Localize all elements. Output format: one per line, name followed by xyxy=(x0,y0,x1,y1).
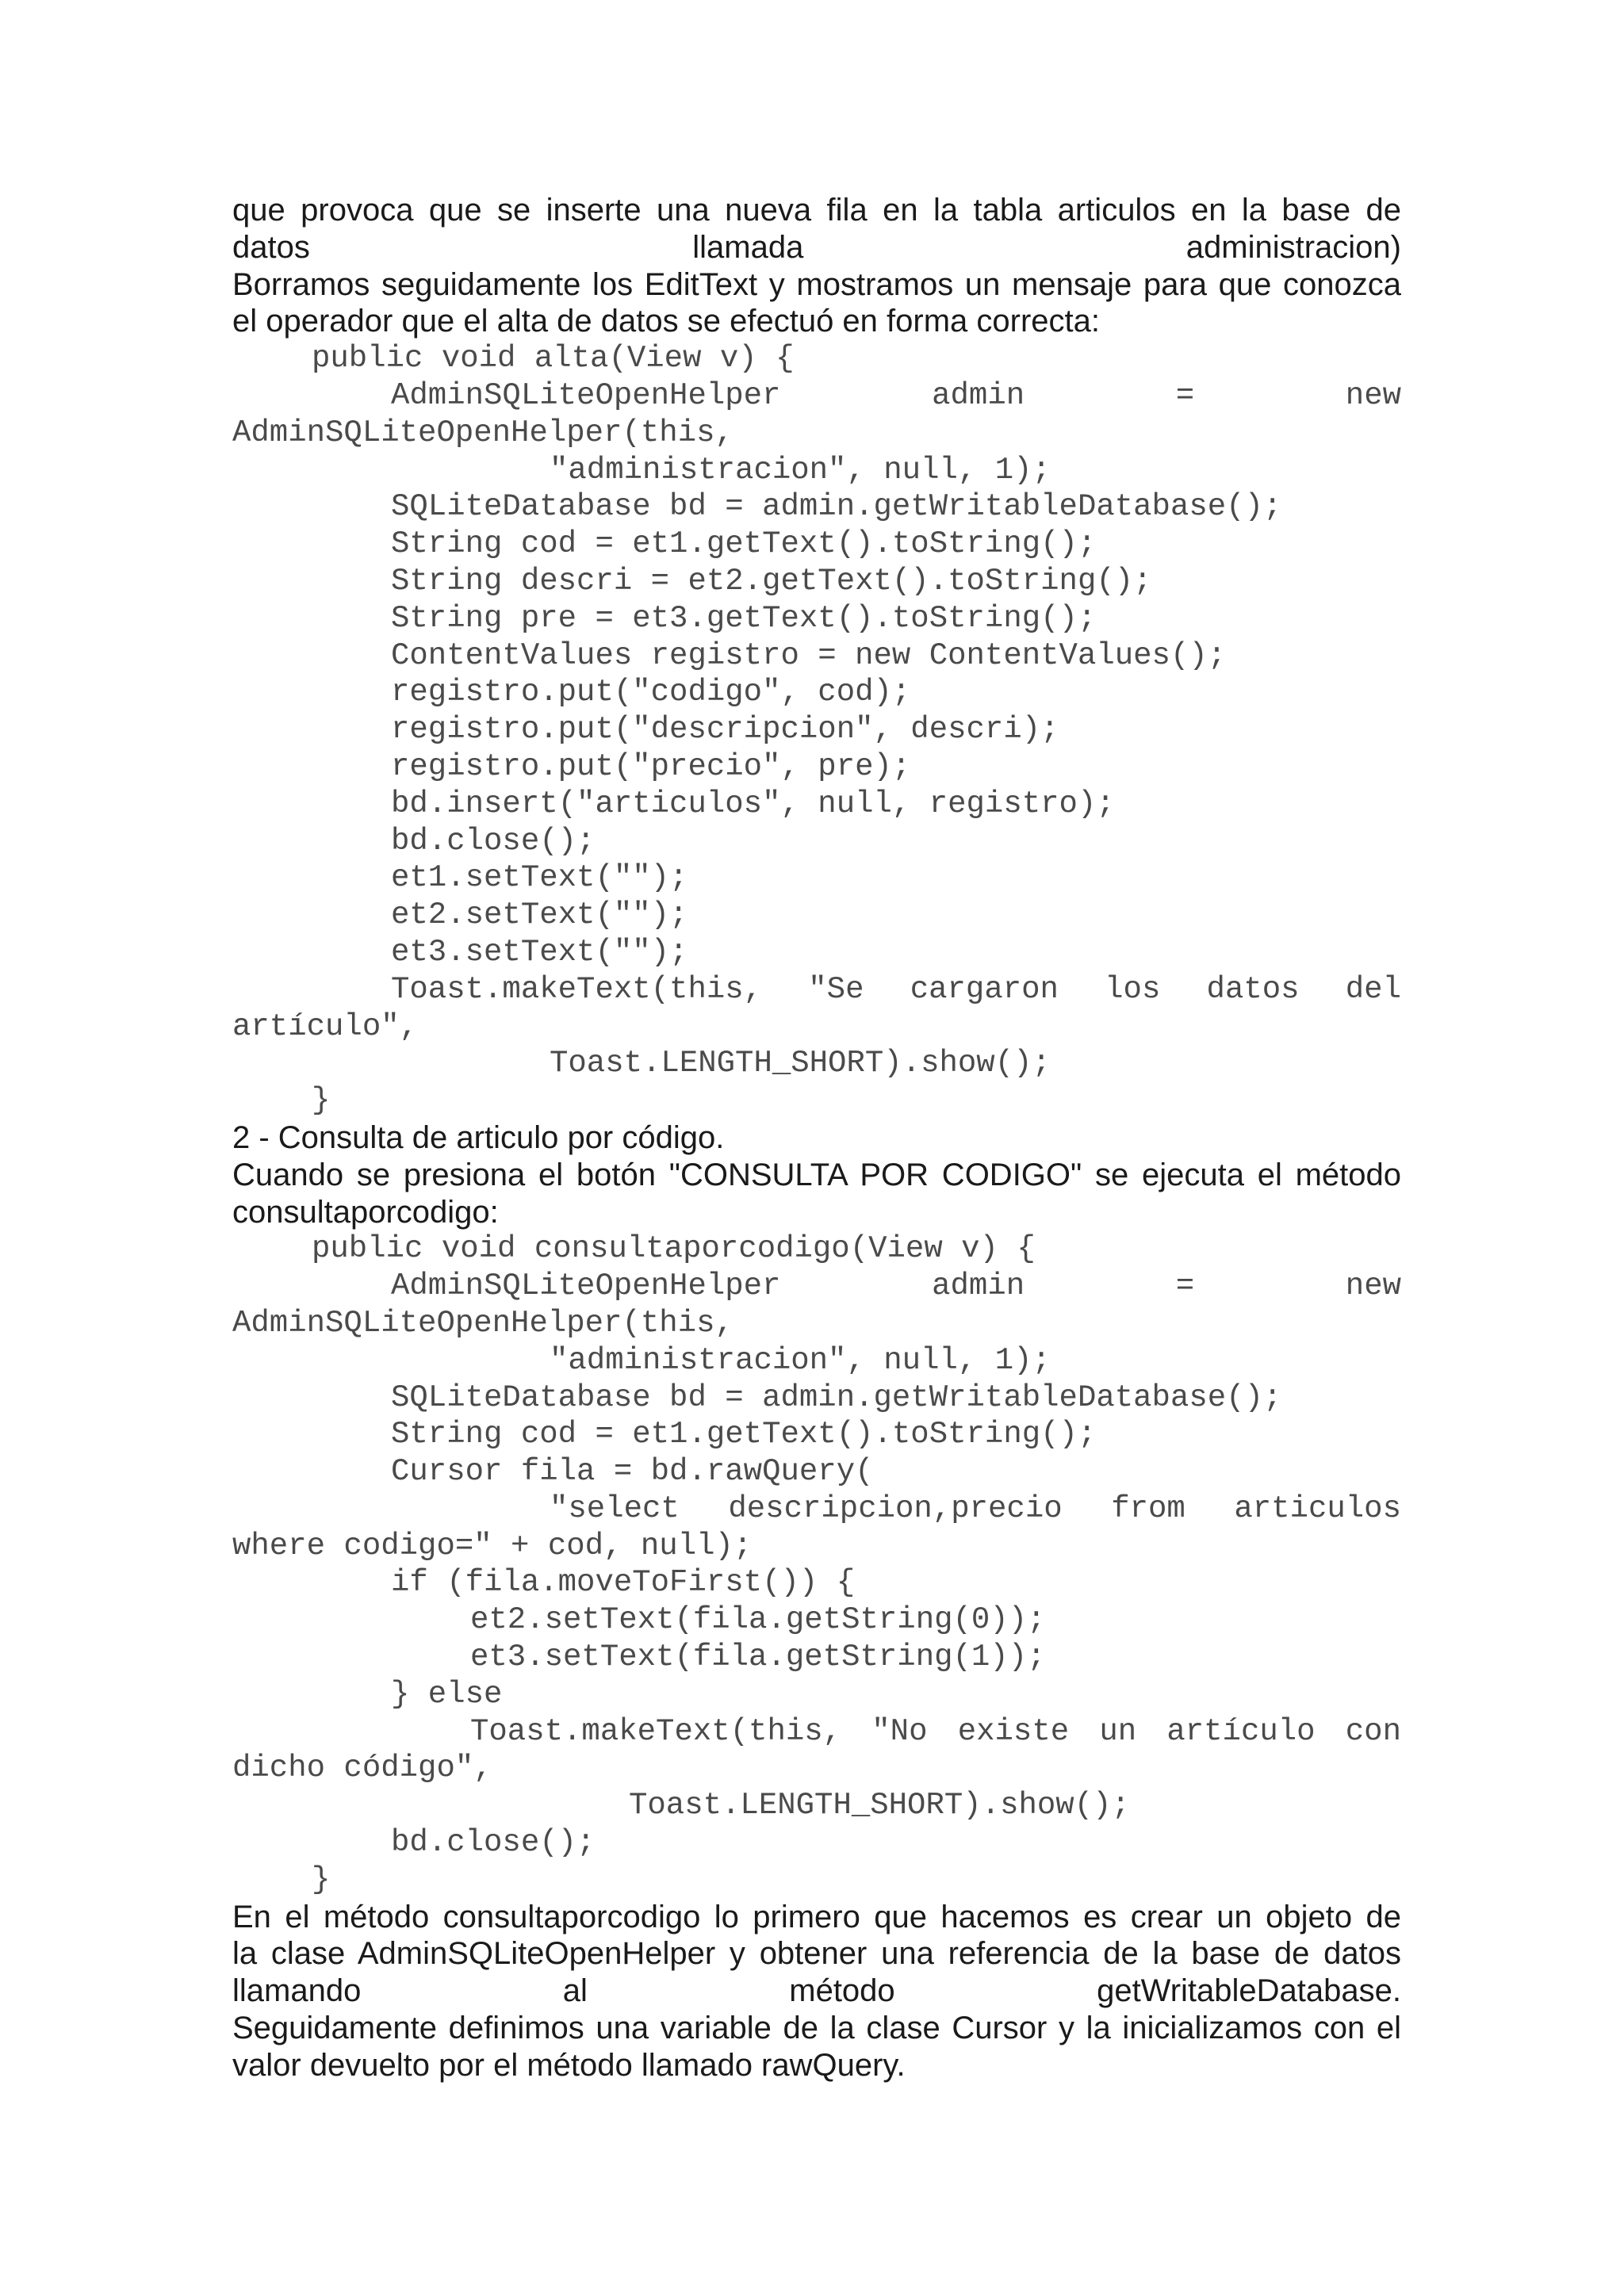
code-line: SQLiteDatabase bd = admin.getWritableDatabase(); xyxy=(391,489,1282,525)
code-line: et2.setText(""); xyxy=(391,897,688,933)
code-line: public void consultaporcodigo(View v) { xyxy=(312,1231,1036,1267)
code-line: registro.put("precio", pre); xyxy=(391,748,911,784)
code-line: et3.setText(fila.getString(1)); xyxy=(470,1640,1046,1675)
text-line: consultaporcodigo: xyxy=(232,1194,499,1230)
code-block-consulta xyxy=(232,1230,1401,1898)
code-line: } else xyxy=(391,1676,503,1712)
code-line: String descri = et2.getText().toString(); xyxy=(391,563,1152,599)
code-line: String cod = et1.getText().toString(); xyxy=(391,526,1097,562)
code-line: if (fila.moveToFirst()) { xyxy=(391,1565,856,1601)
code-line: et3.setText(""); xyxy=(391,934,688,970)
code-line: Toast.LENGTH_SHORT).show(); xyxy=(629,1788,1130,1823)
code-line: Cursor fila = bd.rawQuery( xyxy=(391,1454,874,1490)
code-line: Toast.makeText(this, "Se cargaron los datos del xyxy=(391,971,1401,1007)
text-line: la clase AdminSQLiteOpenHelper y obtener una referencia de la base de datos xyxy=(232,1936,1401,1972)
consulta-paragraph xyxy=(232,1157,1401,1231)
code-line: } xyxy=(312,1862,331,1897)
code-line: AdminSQLiteOpenHelper(this, xyxy=(232,1305,733,1341)
code-line: } xyxy=(312,1083,331,1119)
code-line: "administracion", null, 1); xyxy=(550,452,1051,488)
code-line: public void alta(View v) { xyxy=(312,341,795,377)
page-content xyxy=(232,192,1401,2084)
code-line: "select descripcion,precio from articulos xyxy=(550,1490,1401,1526)
code-line: artículo", xyxy=(232,1008,419,1044)
text-line: que provoca que se inserte una nueva fila en la tabla articulos en la base de xyxy=(232,193,1401,228)
code-line: AdminSQLiteOpenHelper admin = new xyxy=(391,377,1401,413)
code-line: "administracion", null, 1); xyxy=(550,1342,1051,1378)
code-line: bd.insert("articulos", null, registro); xyxy=(391,786,1115,821)
text-line: Seguidamente definimos una variable de la clase Cursor y la inicializamos con el xyxy=(232,2011,1401,2046)
code-block-alta xyxy=(232,340,1401,1119)
text-line: Borramos seguidamente los EditText y mostramos un mensaje para que conozca xyxy=(232,266,1401,302)
code-line: Toast.LENGTH_SHORT).show(); xyxy=(550,1046,1051,1081)
code-line: registro.put("codigo", cod); xyxy=(391,675,911,710)
text-line: el operador que el alta de datos se efectuó en forma correcta: xyxy=(232,304,1101,339)
code-line: registro.put("descripcion", descri); xyxy=(391,712,1059,748)
text-line: Cuando se presiona el botón "CONSULTA POR CODIGO" se ejecuta el método xyxy=(232,1157,1401,1192)
section-heading: 2 - Consulta de articulo por código. xyxy=(232,1119,725,1155)
text-line: valor devuelto por el método llamado rawQuery. xyxy=(232,2047,906,2083)
code-line: AdminSQLiteOpenHelper(this, xyxy=(232,415,733,450)
code-line: where codigo=" + cod, null); xyxy=(232,1528,753,1563)
code-line: String cod = et1.getText().toString(); xyxy=(391,1417,1097,1452)
code-line: Toast.makeText(this, "No existe un artículo con xyxy=(470,1713,1401,1749)
text-line: En el método consultaporcodigo lo primero que hacemos es crear un objeto de xyxy=(232,1899,1401,1934)
intro-paragraph xyxy=(232,192,1401,340)
text-line: llamando al método getWritableDatabase. xyxy=(232,1973,1401,2009)
code-line: bd.close(); xyxy=(391,1825,596,1861)
code-line: ContentValues registro = new ContentValues(); xyxy=(391,637,1227,673)
code-line: String pre = et3.getText().toString(); xyxy=(391,600,1097,636)
code-line: SQLiteDatabase bd = admin.getWritableDatabase(); xyxy=(391,1380,1282,1415)
code-line: bd.close(); xyxy=(391,823,596,859)
code-line: dicho código", xyxy=(232,1751,492,1786)
explanation-paragraph xyxy=(232,1899,1401,2084)
text-line: datos llamada administracion) xyxy=(232,229,1401,265)
code-line: et1.setText(""); xyxy=(391,860,688,896)
code-line: AdminSQLiteOpenHelper admin = new xyxy=(391,1269,1401,1304)
code-line: et2.setText(fila.getString(0)); xyxy=(470,1602,1046,1638)
